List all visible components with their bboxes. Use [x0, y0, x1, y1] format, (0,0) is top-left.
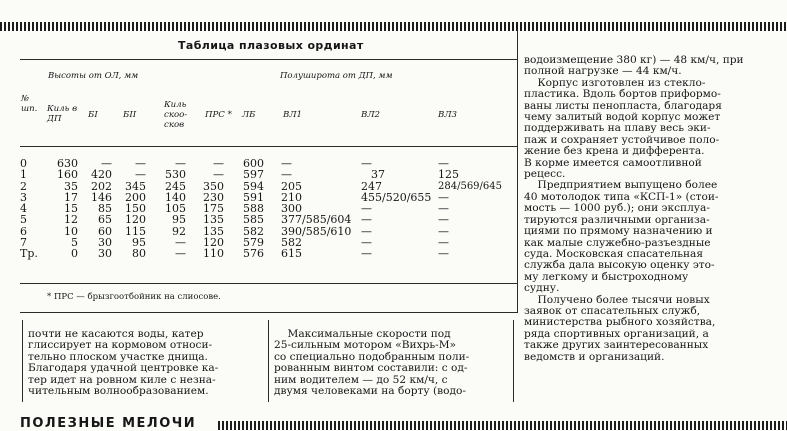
- table-header-rule: [20, 146, 517, 147]
- text-line: рованным винтом составили: с од-: [274, 362, 468, 375]
- table-cell: 105: [165, 202, 186, 216]
- text-line: двумя человеками на борту (водо-: [274, 385, 466, 398]
- text-line: тер идет на ровном киле с незна-: [28, 373, 216, 386]
- header-b2: БII: [123, 110, 137, 120]
- top-hatched-rule: [0, 22, 787, 31]
- table-cell: 585: [243, 213, 264, 227]
- text-line: 40 мотолодок типа «КСП-1» (стои-: [524, 190, 719, 203]
- text-line: глиссирует на кормовом относи-: [28, 339, 213, 352]
- table-cell: 0: [20, 157, 27, 170]
- table-cell: 284/569/645: [438, 180, 502, 192]
- table-cell: 588: [243, 202, 264, 216]
- text-line: служба дала высокую оценку это-: [524, 259, 715, 272]
- header-b1: БI: [88, 110, 98, 120]
- table-cell: —: [213, 157, 224, 170]
- bottom-hatched-rule: [218, 421, 787, 430]
- table-cell: —: [281, 157, 292, 170]
- table-cell: —: [361, 247, 372, 261]
- table-cell: 0: [71, 247, 78, 261]
- table-cell: 150: [125, 202, 146, 216]
- wl1-column: [281, 158, 359, 260]
- table-cell: —: [438, 157, 449, 170]
- table-cell: 80: [132, 247, 146, 261]
- table-cell: —: [175, 236, 186, 250]
- table-footnote: * ПРС — брызгоотбойник на слиосове.: [47, 292, 221, 302]
- b1-column: [82, 158, 112, 260]
- table-cell: 591: [243, 190, 264, 204]
- table-cell: 230: [203, 190, 224, 204]
- table-right-border: [517, 31, 518, 313]
- table-cell: —: [101, 157, 112, 170]
- column-divider: [513, 320, 514, 402]
- table-cell: 4: [20, 202, 27, 216]
- header-wl2: ВЛ2: [361, 110, 380, 120]
- header-frame-number: № шп.: [21, 94, 38, 114]
- table-cell: 615: [281, 247, 302, 261]
- text-line: поддерживать на плаву весь эки-: [524, 122, 711, 135]
- table-cell: 350: [203, 179, 224, 193]
- table-cell: 582: [243, 224, 264, 238]
- text-line: чему залитый водой корпус может: [524, 111, 721, 124]
- text-line: тельно плоском участке днища.: [28, 350, 208, 363]
- table-cell: —: [438, 190, 449, 204]
- table-cell: 135: [203, 213, 224, 227]
- table-cell: 30: [98, 236, 112, 250]
- table-cell: —: [361, 157, 372, 170]
- table-title: Таблица плазовых ординат: [178, 39, 364, 52]
- table-cell: 120: [125, 213, 146, 227]
- table-cell: 205: [281, 179, 302, 193]
- text-line: циями по прямому назначению и: [524, 225, 713, 238]
- frame-number-column: [20, 158, 42, 260]
- table-cell: 200: [125, 190, 146, 204]
- table-cell: 60: [98, 224, 112, 238]
- table-cell: —: [361, 236, 372, 250]
- halfwidths-group-label: Полуширота от ДП, мм: [280, 71, 393, 81]
- table-cell: 377/585/604: [281, 213, 352, 227]
- text-line: пластика. Вдоль бортов приформо-: [524, 88, 721, 101]
- table-cell: 600: [243, 157, 264, 170]
- table-cell: 594: [243, 179, 264, 193]
- header-keel-cp: Киль в ДП: [47, 104, 78, 124]
- table-body-rule: [20, 283, 517, 284]
- prs-column: [194, 158, 224, 260]
- table-cell: —: [438, 247, 449, 261]
- text-line: судну.: [524, 282, 560, 295]
- table-cell: —: [281, 168, 292, 182]
- table-cell: 95: [172, 213, 186, 227]
- table-cell: —: [361, 202, 372, 216]
- text-line: водоизмещение 380 кг) — 48 км/ч, при: [524, 54, 744, 66]
- table-cell: 6: [20, 224, 27, 238]
- header-prs: ПРС *: [205, 110, 232, 120]
- text-line: Максимальные скорости под: [274, 328, 451, 340]
- text-line: паж и сохраняет устойчивое поло-: [524, 133, 720, 146]
- table-cell: 576: [243, 247, 264, 261]
- table-cell: 125: [438, 168, 459, 182]
- table-cell: 160: [57, 168, 78, 182]
- table-cell: 12: [64, 213, 78, 227]
- wl2-column: [361, 158, 437, 260]
- table-cell: 110: [203, 247, 224, 261]
- text-line: со специально подобранным поли-: [274, 350, 470, 363]
- table-cell: 247: [361, 179, 382, 193]
- header-chine-keel: Киль скоо-сков: [164, 100, 188, 130]
- table-cell: 345: [125, 179, 146, 193]
- text-line: тируются различными организа-: [524, 213, 710, 226]
- table-cell: 37: [371, 168, 385, 182]
- text-line: также других заинтересованных: [524, 339, 709, 352]
- table-cell: 135: [203, 224, 224, 238]
- table-cell: 455/520/655: [361, 190, 432, 204]
- table-cell: —: [135, 157, 146, 170]
- table-cell: —: [361, 224, 372, 238]
- b2-column: [116, 158, 146, 260]
- text-line: полной нагрузке — 44 км/ч.: [524, 65, 682, 78]
- table-cell: 1: [20, 168, 27, 182]
- table-cell: 10: [64, 224, 78, 238]
- lb-column: [234, 158, 264, 260]
- table-cell: 85: [98, 202, 112, 216]
- table-cell: 140: [165, 190, 186, 204]
- table-cell: —: [438, 224, 449, 238]
- table-cell: 30: [98, 247, 112, 261]
- keel-cp-column: [44, 158, 78, 260]
- table-cell: 146: [91, 190, 112, 204]
- table-cell: 17: [64, 190, 78, 204]
- text-line: как малые служебно-разъездные: [524, 236, 711, 249]
- table-cell: 582: [281, 236, 302, 250]
- table-cell: 530: [165, 168, 186, 182]
- table-cell: —: [213, 168, 224, 182]
- table-bottom-rule: [20, 312, 517, 313]
- table-cell: Тр.: [20, 247, 38, 261]
- table-cell: —: [438, 202, 449, 216]
- text-line: Благодаря удачной центровке ка-: [28, 362, 219, 375]
- table-cell: —: [361, 213, 372, 227]
- table-cell: 175: [203, 202, 224, 216]
- table-cell: 579: [243, 236, 264, 250]
- chine-keel-column: [156, 158, 186, 260]
- table-cell: 115: [125, 224, 146, 238]
- table-cell: —: [438, 236, 449, 250]
- table-cell: —: [175, 157, 186, 170]
- bottom-left-text: [28, 329, 218, 397]
- table-cell: 65: [98, 213, 112, 227]
- text-line: Предприятием выпущено более: [524, 179, 718, 192]
- right-text-column: [524, 55, 744, 363]
- table-cell: 15: [64, 202, 78, 216]
- text-line: Корпус изготовлен из стекло-: [524, 76, 706, 89]
- table-cell: 3: [20, 190, 27, 204]
- text-line: ведомств и организаций.: [524, 350, 665, 363]
- heights-group-label: Высоты от ОЛ, мм: [48, 71, 139, 81]
- text-line: му легкому и быстроходному: [524, 270, 689, 283]
- text-line: Получено более тысячи новых: [524, 293, 710, 306]
- table-cell: —: [135, 168, 146, 182]
- header-wl3: ВЛ3: [438, 110, 457, 120]
- table-cell: 5: [20, 213, 27, 227]
- text-line: В корме имеется самоотливной: [524, 156, 702, 169]
- text-line: рецесс.: [524, 168, 566, 181]
- table-cell: —: [438, 213, 449, 227]
- text-line: жение без крена и дифферента.: [524, 145, 705, 158]
- table-cell: 597: [243, 168, 264, 182]
- text-line: 25-сильным мотором «Вихрь-М»: [274, 339, 457, 352]
- table-cell: 92: [172, 224, 186, 238]
- table-cell: 2: [20, 179, 27, 193]
- table-cell: 210: [281, 190, 302, 204]
- text-line: мость — 1000 руб.); они эксплуа-: [524, 202, 710, 215]
- table-cell: 300: [281, 202, 302, 216]
- table-cell: 420: [91, 168, 112, 182]
- table-cell: 120: [203, 236, 224, 250]
- table-cell: 7: [20, 236, 27, 250]
- table-cell: 35: [64, 179, 78, 193]
- wl3-column: [438, 158, 516, 260]
- table-cell: 5: [71, 236, 78, 250]
- table-title-rule: [20, 59, 517, 60]
- header-wl1: ВЛ1: [283, 110, 302, 120]
- table-cell: 202: [91, 179, 112, 193]
- table-cell: —: [175, 247, 186, 261]
- section-heading: ПОЛЕЗНЫЕ МЕЛОЧИ: [20, 416, 197, 431]
- table-cell: 245: [165, 179, 186, 193]
- column-divider: [268, 320, 269, 402]
- table-cell: 390/585/610: [281, 224, 352, 238]
- header-lb: ЛБ: [242, 110, 256, 120]
- text-line: ваны листы пенопласта, благодаря: [524, 99, 722, 112]
- text-line: заявок от спасательных служб,: [524, 304, 701, 317]
- text-line: суда. Московская спасательная: [524, 247, 704, 260]
- text-line: почти не касаются воды, катер: [28, 328, 204, 340]
- table-cell: 95: [132, 236, 146, 250]
- column-divider: [22, 320, 23, 402]
- text-line: ряда спортивных организаций, а: [524, 327, 709, 340]
- bottom-middle-text: [274, 329, 469, 397]
- table-cell: 630: [57, 157, 78, 170]
- text-line: чительным волнообразованием.: [28, 385, 209, 398]
- text-line: ним водителем — до 52 км/ч, с: [274, 373, 448, 386]
- text-line: министерства рыбного хозяйства,: [524, 316, 716, 329]
